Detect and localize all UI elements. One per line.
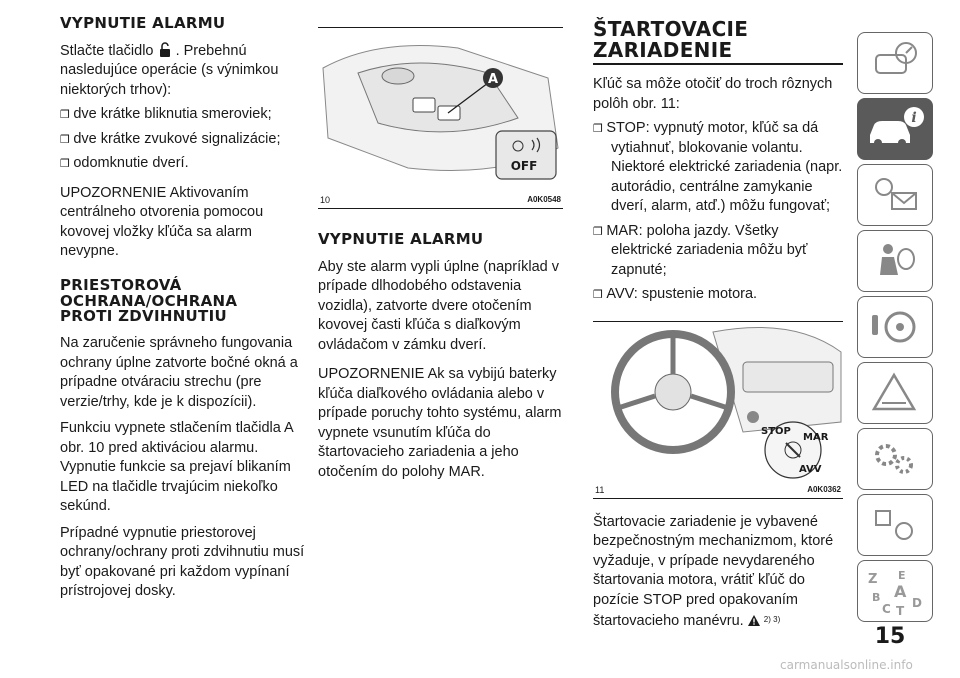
note-paragraph: UPOZORNENIE Aktivovaním centrálneho otvorenia pomocou kovovej vložky kľúča sa alarm nevypne. — [60, 184, 264, 260]
paragraph-button-a: Funkciu vypnete stlačením tlačidla A obr. 10 pred aktiváciou alarmu. Vypnutie funkcie sa prejaví blikaním LED na tlačidle trvajúcim niekoľko sekúnd. — [60, 420, 293, 514]
paragraph-press-button: Stlačte tlačidlo . Prebehnú nasledujúce operácie (s výnimkou niektorých trhov): — [60, 42, 279, 98]
mar-label: MAR — [803, 431, 829, 443]
list-item: ❒ MAR: poloha jazdy. Všetky elektrické zariadenia môžu byť zapnuté; — [593, 222, 808, 278]
warning-lights-icon — [858, 165, 930, 223]
heading-alarm-off-full: VYPNUTIE ALARMU — [318, 230, 484, 248]
settings-icon — [858, 495, 930, 553]
figure-code: A0K0362 — [807, 484, 841, 494]
page-number: 15 — [874, 624, 906, 649]
tab-warning-lights[interactable] — [857, 164, 933, 226]
gears-maintenance-icon — [858, 429, 930, 487]
heading-ignition: ŠTARTOVACIE ZARIADENIE — [593, 19, 843, 65]
list-item: ❒ STOP: vypnutý motor, kľúč sa dá vytiahnuť, blokovanie volantu. Niektoré elektrické zariadenia (napr. autorádio, centrálne zamykanie dverí, alarm, atď.) môžu fungovať; — [593, 120, 843, 214]
list-item: ❒ AVV: spustenie motora. — [593, 286, 758, 302]
paragraph-protection: Na zaručenie správneho fungovania ochrany úplne zatvorte bočné okná a prípadne otváraciu strechu (pre verzie/trhy, kde je k dispozícii). — [60, 335, 298, 410]
tab-index[interactable] — [857, 560, 933, 622]
figure-11 — [593, 321, 843, 499]
figure-number: 10 — [320, 195, 331, 205]
left-column — [60, 0, 305, 602]
tab-car-info[interactable] — [857, 98, 933, 160]
svg-text:Z: Z — [868, 572, 878, 587]
road-warning-icon — [858, 363, 930, 421]
list-item: ❒ dve krátke bliknutia smeroviek; — [60, 106, 272, 123]
svg-text:E: E — [898, 569, 906, 582]
warning-triangle-icon — [748, 615, 760, 626]
watermark-text: carmanualsonline.info — [780, 658, 913, 672]
list-item: ❒ dve krátke zvukové signalizácie; — [60, 130, 281, 147]
stop-label: STOP — [761, 425, 791, 437]
heading-protection: PRIESTOROVÁ OCHRANA/OCHRANA PROTI ZDVIHNUTIU — [60, 275, 238, 326]
note-references: 2) 3) — [763, 615, 781, 624]
off-label: OFF — [510, 159, 538, 173]
svg-text:B: B — [872, 591, 881, 604]
tab-safety[interactable] — [857, 230, 933, 292]
figure-10 — [318, 27, 563, 209]
figure-caption — [595, 485, 841, 495]
figure-caption — [320, 195, 561, 205]
tab-driving[interactable] — [857, 296, 933, 358]
steering-wheel-icon — [858, 297, 930, 355]
paragraph-safety-mechanism: Štartovacie zariadenie je vybavené bezpečnostným mechanizmom, ktoré vyžaduje, v prípade nevydareného štartovania motora, vrátiť kľúč do pozície STOP pred opakovaním štartovacieho manévru. $^{2) 3)}$ — [593, 513, 834, 629]
airbag-safety-icon — [858, 231, 930, 289]
paragraph-key-positions: Kľúč sa môže otočiť do troch rôznych polôh obr. 11: — [593, 76, 833, 112]
tab-emergency[interactable] — [857, 362, 933, 424]
figure-code: A0K0548 — [527, 195, 561, 204]
middle-column — [318, 0, 563, 482]
callout-a: A — [487, 72, 499, 87]
car-info-icon — [858, 99, 930, 157]
paragraph-repeat: Prípadné vypnutie priestorovej ochrany/ochrany proti zdvihnutiu musí byť opakované pri každom vypínaní prístrojovej dosky. — [60, 524, 305, 599]
figure-number: 11 — [595, 484, 605, 495]
ignition-illustration — [593, 322, 843, 480]
svg-text:i: i — [911, 110, 917, 126]
svg-text:C: C — [882, 602, 891, 616]
paragraph-full-off: Aby ste alarm vypli úplne (napríklad v prípade dlhodobého odstavenia vozidla), zatvorte dvere otočením kovovej časti kľúča s diaľkovým ovládačom v zámku dverí. — [318, 258, 559, 353]
ceiling-console-illustration — [318, 28, 563, 186]
heading-alarm-off: VYPNUTIE ALARMU — [60, 14, 226, 32]
alphabet-index-icon — [858, 561, 930, 619]
note-paragraph: UPOZORNENIE Ak sa vybijú baterky kľúča diaľkového ovládania alebo v prípade poruchy tohto systému, alarm vypnete vsunutím kľúča do štartovacieho zariadenia a jeho otočením do polohy MAR. — [318, 366, 562, 480]
list-item: ❒ odomknutie dverí. — [60, 155, 189, 172]
svg-text:A: A — [894, 582, 907, 601]
tab-technical[interactable] — [857, 494, 933, 556]
right-column — [593, 0, 843, 632]
svg-text:D: D — [912, 596, 922, 610]
svg-text:T: T — [896, 604, 905, 618]
dashboard-icon — [858, 33, 930, 91]
tab-dashboard[interactable] — [857, 32, 933, 94]
unlock-icon — [158, 42, 172, 58]
tab-maintenance[interactable] — [857, 428, 933, 490]
avv-label: AVV — [799, 463, 822, 475]
